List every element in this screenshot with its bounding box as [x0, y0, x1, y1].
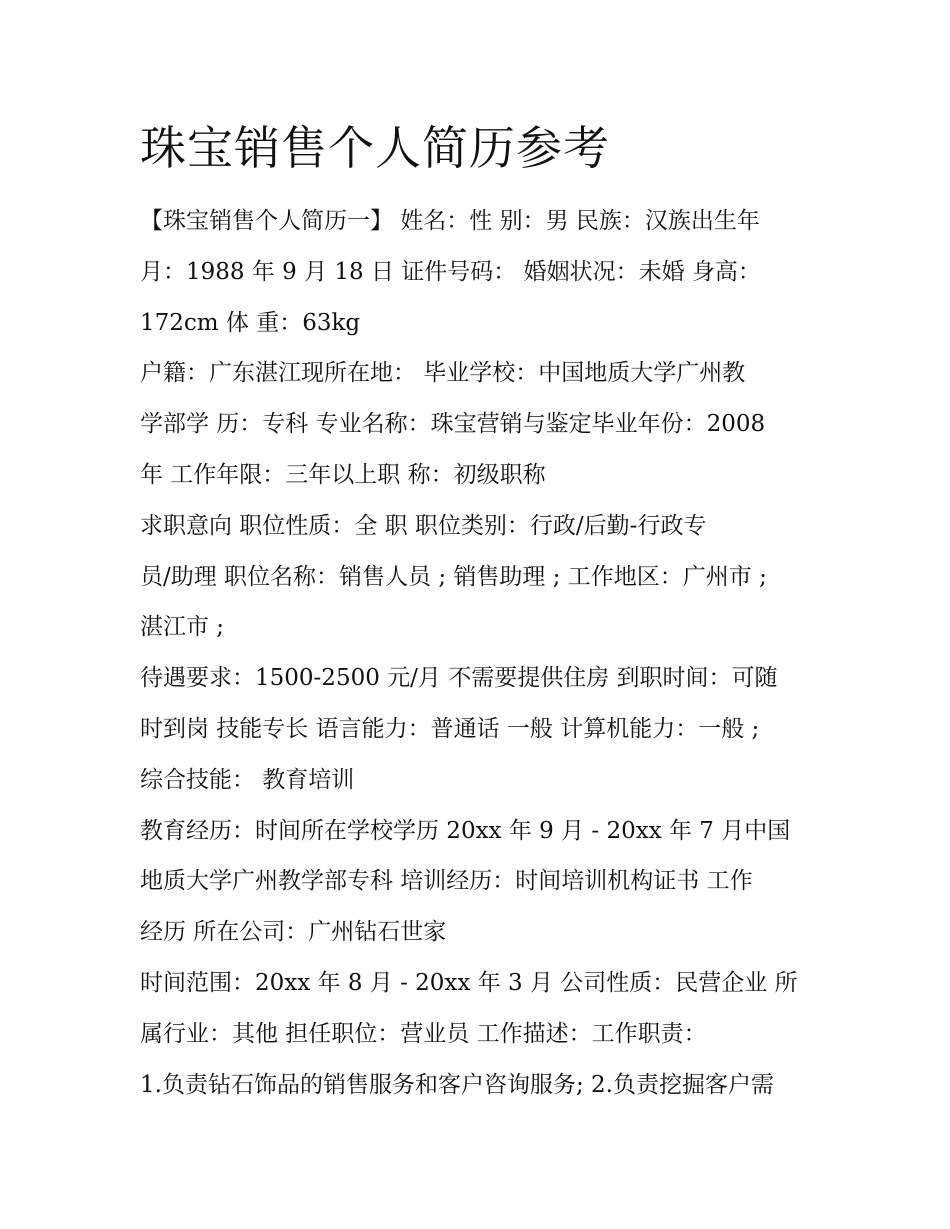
text-line: 综合技能： 教育培训: [140, 766, 355, 793]
text-line: 172cm 体 重：63kg: [140, 309, 361, 336]
text-line: 【珠宝销售个人简历一】 姓名：性 别：男 民族：汉族出生年: [140, 208, 760, 234]
text-line: 湛江市 ;: [140, 614, 225, 641]
text-line: 教育经历：时间所在学校学历 20xx 年 9 月 - 20xx 年 7 月中国: [140, 817, 791, 844]
text-line: 年 工作年限：三年以上职 称：初级职称: [140, 461, 546, 488]
text-line: 1.负责钻石饰品的销售服务和客户咨询服务; 2.负责挖掘客户需: [140, 1071, 774, 1098]
text-line: 地质大学广州教学部专科 培训经历：时间培训机构证书 工作: [140, 868, 753, 895]
text-line: 时间范围：20xx 年 8 月 - 20xx 年 3 月 公司性质：民营企业 所: [140, 969, 798, 996]
text-line: 经历 所在公司：广州钻石世家: [140, 919, 447, 946]
text-line: 时到岗 技能专长 语言能力：普通话 一般 计算机能力：一般 ;: [140, 715, 760, 742]
resume-body: [140, 196, 820, 1110]
text-line: 户籍：广东湛江现所在地： 毕业学校：中国地质大学广州教: [140, 360, 746, 387]
text-line: 员/助理 职位名称：销售人员 ; 销售助理 ; 工作地区：广州市 ;: [140, 563, 767, 590]
text-line: 求职意向 职位性质：全 职 职位类别：行政/后勤-行政专: [140, 512, 707, 539]
text-line: 月：1988 年 9 月 18 日 证件号码： 婚姻状况：未婚 身高：: [140, 258, 761, 285]
page-title: 珠宝销售个人简历参考: [140, 121, 610, 175]
text-line: 属行业：其他 担任职位：营业员 工作描述：工作职责：: [140, 1020, 707, 1047]
text-line: 学部学 历：专科 专业名称：珠宝营销与鉴定毕业年份：2008: [140, 411, 766, 438]
text-line: 待遇要求：1500-2500 元/月 不需要提供住房 到职时间：可随: [140, 665, 778, 692]
